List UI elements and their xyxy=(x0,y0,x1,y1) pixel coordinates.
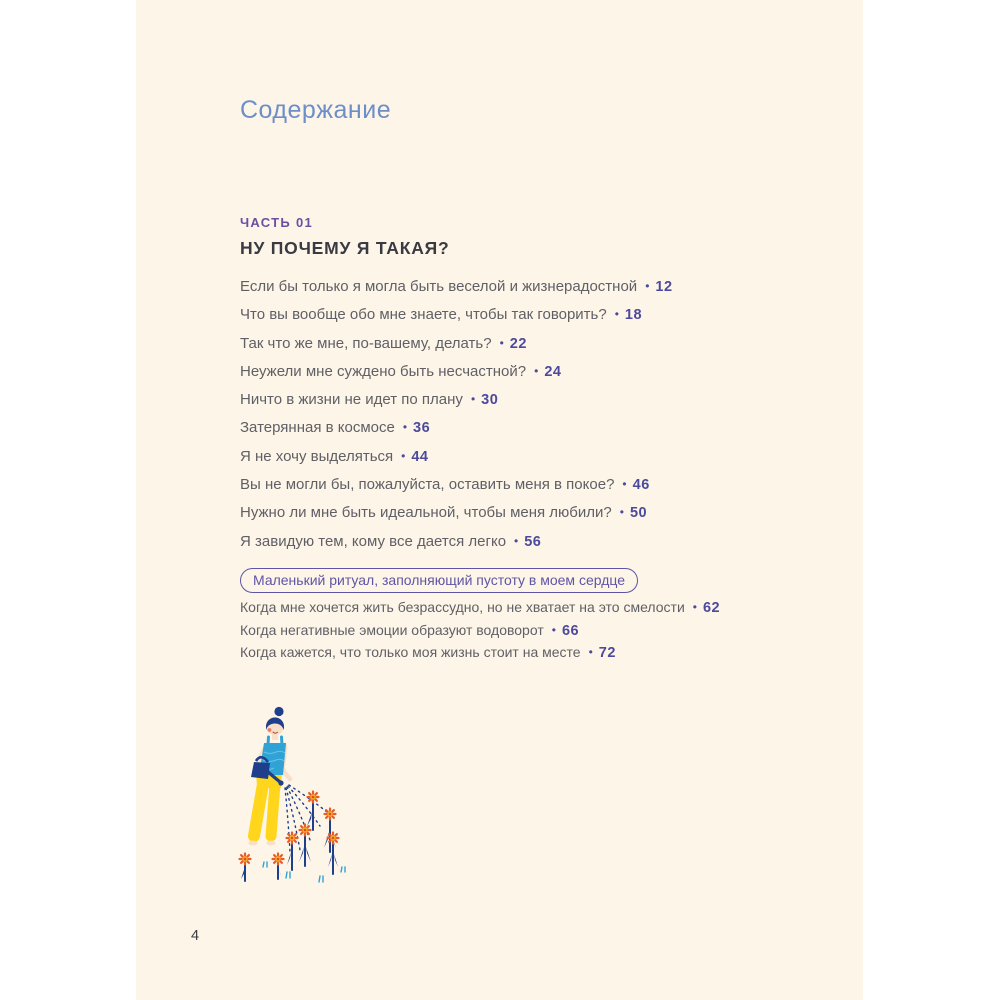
toc-entry-title: Когда мне хочется жить безрассудно, но не хватает на это смелости xyxy=(240,599,685,615)
toc-entry-page: 62 xyxy=(702,600,721,616)
toc-entry-title: Я не хочу выделяться xyxy=(240,447,394,465)
bullet-dot: • xyxy=(499,335,504,350)
toc-entry xyxy=(240,642,860,665)
bullet-dot: • xyxy=(619,505,624,520)
toc-entry-title: Вы не могли бы, пожалуйста, оставить меня в покое? xyxy=(240,476,615,494)
toc-entry-title: Ничто в жизни не идет по плану xyxy=(240,391,463,409)
toc-entry-page: 36 xyxy=(413,420,431,437)
toc-entry-page: 72 xyxy=(598,645,616,662)
toc-entry xyxy=(240,414,840,442)
toc-entry xyxy=(240,443,840,471)
toc-entry xyxy=(240,330,840,358)
part-title: НУ ПОЧЕМУ Я ТАКАЯ? xyxy=(240,238,450,258)
toc-entry-page: 44 xyxy=(411,448,429,465)
bullet-dot: • xyxy=(551,622,556,637)
toc-entry xyxy=(240,528,840,556)
toc-entry-title: Я завидую тем, кому все дается легко xyxy=(240,532,507,550)
toc-entry xyxy=(240,471,840,499)
part-label: ЧАСТЬ 01 xyxy=(240,215,314,230)
bullet-dot: • xyxy=(645,279,650,293)
toc-entry-title: Когда кажется, что только моя жизнь стоит на месте xyxy=(240,644,581,661)
toc-entry-page: 24 xyxy=(544,363,562,380)
toc-entry xyxy=(240,386,840,414)
bullet-dot: • xyxy=(401,448,406,463)
toc-entry xyxy=(240,301,840,329)
book-page xyxy=(136,0,863,1000)
toc-entry xyxy=(240,620,860,643)
toc-entry-page: 30 xyxy=(481,392,499,409)
woman-watering-flowers-illustration xyxy=(230,702,390,892)
bullet-dot: • xyxy=(534,363,539,378)
toc-entry-title: Так что же мне, по-вашему, делать? xyxy=(240,334,492,352)
toc-entry-title: Что вы вообще обо мне знаете, чтобы так говорить? xyxy=(240,306,607,324)
bullet-dot: • xyxy=(470,392,476,407)
toc-list xyxy=(240,273,840,556)
page-number: 4 xyxy=(191,928,200,944)
page-title: Содержание xyxy=(240,96,392,124)
toc-entry-page: 22 xyxy=(509,335,527,352)
bullet-dot: • xyxy=(402,420,408,435)
toc-entry xyxy=(240,597,860,620)
toc-entry-title: Если бы только я могла быть веселой и жизнерадостной xyxy=(240,278,638,295)
bullet-dot: • xyxy=(622,477,627,492)
toc-entry-page: 46 xyxy=(632,477,650,494)
bullet-dot: • xyxy=(514,533,519,548)
toc-entry-page: 66 xyxy=(561,622,580,639)
ritual-box-label: Маленький ритуал, заполняющий пустоту в моем сердце xyxy=(240,568,638,593)
toc-entry-title: Затерянная в космосе xyxy=(240,419,395,437)
ritual-toc-list xyxy=(240,597,860,665)
toc-entry-page: 18 xyxy=(624,307,643,324)
toc-entry-page: 50 xyxy=(629,505,648,522)
toc-entry-page: 12 xyxy=(655,279,673,295)
toc-entry-page: 56 xyxy=(524,533,542,550)
toc-entry-title: Когда негативные эмоции образуют водоворот xyxy=(240,621,544,638)
toc-entry-title: Неужели мне суждено быть несчастной? xyxy=(240,362,527,380)
toc-entry xyxy=(240,499,840,527)
bullet-dot: • xyxy=(588,645,593,660)
toc-entry xyxy=(240,273,840,301)
toc-entry-title: Нужно ли мне быть идеальной, чтобы меня любили? xyxy=(240,504,612,522)
bullet-dot: • xyxy=(614,307,619,322)
bullet-dot: • xyxy=(692,600,697,614)
toc-entry xyxy=(240,358,840,386)
